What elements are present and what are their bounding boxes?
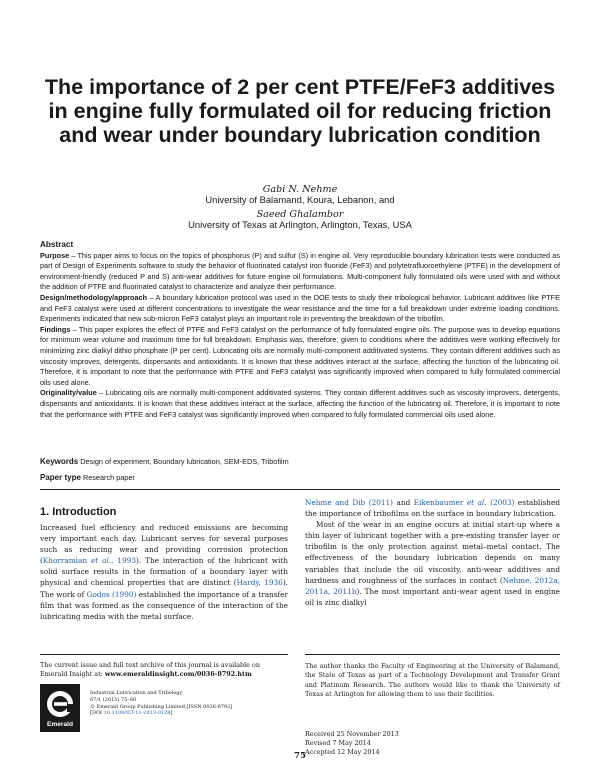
paper-type xyxy=(40,473,560,483)
intro-right-text-2a: Most of the wear in an engine occurs at initial start-up where a thin layer of lubricant together with a pre-existing transfer layer or tribofilm is the only protection against metal–metal contact. The effectiveness of the boundary lubrication depends on many variables that include the oil viscosity, anti-wear additives and hardness and roughness of the surfaces in contact ( xyxy=(305,520,560,585)
emerald-archive-note xyxy=(40,661,288,680)
intro-right-text-2b: ). The most important anti-wear agent used in engine oil is zinc dialkyl xyxy=(305,586,560,607)
ref-khorramian-etal: et al. xyxy=(90,556,112,566)
purpose-text: – This paper aims to focus on the topics of phosphorus (P) and sulfur (S) in engine oil. Very reproducible boundary lubrication tests were conducted as part of Design of Experiments software to study the behavior of fluorinated catalyst iron fluoride (FeF3) and polytetrafluoroethylene (PTFE) in the development of environment-friendly (reduced P and S) anti-wear additives for future engine oil formulations. Multi-component fully formulated oils were used with and without the addition of PTFE and fluorinated catalyst to characterize and analyze their performance. xyxy=(40,250,560,292)
journal-copyright: © Emerald Group Publishing Limited [ISSN 0036-8792] xyxy=(90,703,233,710)
keywords xyxy=(40,457,560,467)
doi-link[interactable]: 10.1108/ILT-11-2013-0128 xyxy=(103,710,171,717)
introduction-heading: 1. Introduction xyxy=(40,506,117,518)
ref-eikenbaumer-etal: et al. xyxy=(466,498,487,507)
date-accepted: Accepted 12 May 2014 xyxy=(305,748,380,757)
acknowledgment-footnote: The author thanks the Faculty of Engineering at the University of Balamand, the State of Texas as part of a Technology Development and Transfer Grant and Platinum Research. The authors would like to thank the University of Texas at Arlington for allowing them to use their facilities. xyxy=(305,662,560,699)
date-revised: Revised 7 May 2014 xyxy=(305,739,371,748)
journal-volume: 67/1 (2015) 75–80 xyxy=(90,696,137,703)
intro-text-d: established the importance of a transfer film that was formed as the consequence of the interaction of the lubricating media with the metal surface. xyxy=(40,589,288,621)
ref-khorramian-author: Khorramian xyxy=(42,556,88,566)
findings-text: – This paper explores the effect of PTFE and FeF3 catalyst on the performance of fully formulated engine oils. The purpose was to develop equations for minimum wear volume and maximum time for full breakdown. Emphasis was, therefore, given to conditions where the additives were working effectively for minimizing zinc dialkyl dithio phosphate (P per cent). Lubricating oils are normally multi-component additivated systems. They contain different additives such as viscosity improves, detergents, dispersants and antioxidants. It is known that these additives interact at the surface, affecting the function of the lubricating oil. Therefore, it is important to note that the performance with PTFE and FeF3 catalyst was significantly improved when compared to fully formulated commercial oils used alone. xyxy=(40,324,560,387)
right-footnote-divider xyxy=(305,654,560,655)
left-footnote-divider xyxy=(40,654,288,655)
page-number: 75 xyxy=(294,751,306,761)
ref-eikenbaumer[interactable] xyxy=(414,498,515,507)
introduction-right-column xyxy=(305,497,560,608)
author-1-affiliation: University of Balamand, Koura, Lebanon, and xyxy=(205,194,395,205)
intro-right-text-1: established the importance of tribofilms on the surface in boundary lubrication. xyxy=(305,498,560,519)
keywords-value: Design of experiment, Boundary lubrication, SEM-EDS, Tribofilm xyxy=(80,457,289,466)
introduction-paragraph-3 xyxy=(305,519,560,608)
journal-doi xyxy=(90,710,240,717)
design-label: Design/methodology/approach xyxy=(40,292,148,302)
introduction-left-column xyxy=(40,522,288,622)
originality-text: – Lubricating oils are normally multi-component additivated systems. They contain different additives such as viscosity improvers, detergents, dispersants and antioxidants. It is known that these additives interact at the surface, affecting the function of the lubricating oil. Therefore, it is important to note that the performance with PTFE and FeF3 catalyst was significantly improved when compared to fully formulated commercial oils used alone. xyxy=(40,388,560,419)
introduction-paragraph-1 xyxy=(40,522,288,622)
abstract-design xyxy=(40,293,560,325)
abstract xyxy=(40,240,560,420)
emerald-brand-text: Emerald xyxy=(46,721,74,728)
ref-khorramian-year: , 1993 xyxy=(111,556,136,566)
ref-nehme-multi[interactable]: Nehme, 2012a, 2011a, 2011b xyxy=(305,575,560,596)
doi-end: ] xyxy=(170,710,173,717)
ref-godos[interactable]: Godos (1990) xyxy=(86,589,137,599)
date-received: Received 25 November 2013 xyxy=(305,730,399,738)
abstract-originality xyxy=(40,388,560,420)
abstract-heading: Abstract xyxy=(40,240,74,249)
abstract-findings xyxy=(40,325,560,389)
abstract-purpose xyxy=(40,251,560,293)
archive-note-text: The current issue and full text archive of this journal is available on Emerald Insight at: xyxy=(40,661,260,679)
originality-label: Originality/value xyxy=(40,388,97,398)
intro-text-a: Increased fuel efficiency and reduced emissions are becoming very important each day. Lubricant serves for several purposes such as reducing wear and providing corrosion protection ( xyxy=(40,523,288,566)
author-2-name: Saeed Ghalambor xyxy=(256,209,344,220)
doi-label: [DOI xyxy=(90,710,104,717)
paper-type-label: Paper type xyxy=(40,473,81,482)
keywords-label: Keywords xyxy=(40,457,79,466)
ref-eikenbaumer-year: (2003) xyxy=(486,498,515,507)
findings-label: Findings xyxy=(40,324,71,334)
ref-nehme-dib[interactable]: Nehme and Dib (2011) xyxy=(305,498,394,507)
ref-hardy[interactable]: Hardy, 1936 xyxy=(236,578,283,588)
author-1-name: Gabi N. Nehme xyxy=(262,184,338,195)
journal-info xyxy=(90,690,240,717)
article-title: The importance of 2 per cent PTFE/FeF3 additives in engine fully formulated oil for reducing friction and wear under boundary lubrication condition xyxy=(44,75,556,147)
intro-and: and xyxy=(393,498,414,507)
section-divider xyxy=(40,489,560,490)
intro-text-c: ). The work of xyxy=(40,578,288,599)
author-2-affiliation: University of Texas at Arlington, Arlington, Texas, USA xyxy=(188,219,412,230)
emerald-logo xyxy=(40,684,80,732)
purpose-label: Purpose xyxy=(40,250,70,260)
journal-name: Industrial Lubrication and Tribology xyxy=(90,690,183,696)
design-text: – A boundary lubrication protocol was used in the DOE tests to study their tribological behavior. Lubricant additives like PTFE and FeF3 catalyst were used at different concentrations to investigate the wear resistance and the time for a full breakdown under extreme loading conditions. Experiments indicated that new sub-micron FeF3 catalyst plays an important role in preventing the breakdown of the tribofilm. xyxy=(40,292,560,324)
intro-text-b: ). The interaction of the lubricant with solid surface results in the formation of a boundary layer with physical and chemical properties that are distinct ( xyxy=(40,556,289,588)
introduction-paragraph-2 xyxy=(305,497,560,519)
ref-khorramian[interactable] xyxy=(43,556,136,565)
archive-url-link[interactable]: www.emeraldinsight.com/0036-8792.htm xyxy=(104,670,252,679)
paper-type-value: Research paper xyxy=(82,473,135,482)
ref-eikenbaumer-author: Eikenbaumer xyxy=(413,498,464,507)
